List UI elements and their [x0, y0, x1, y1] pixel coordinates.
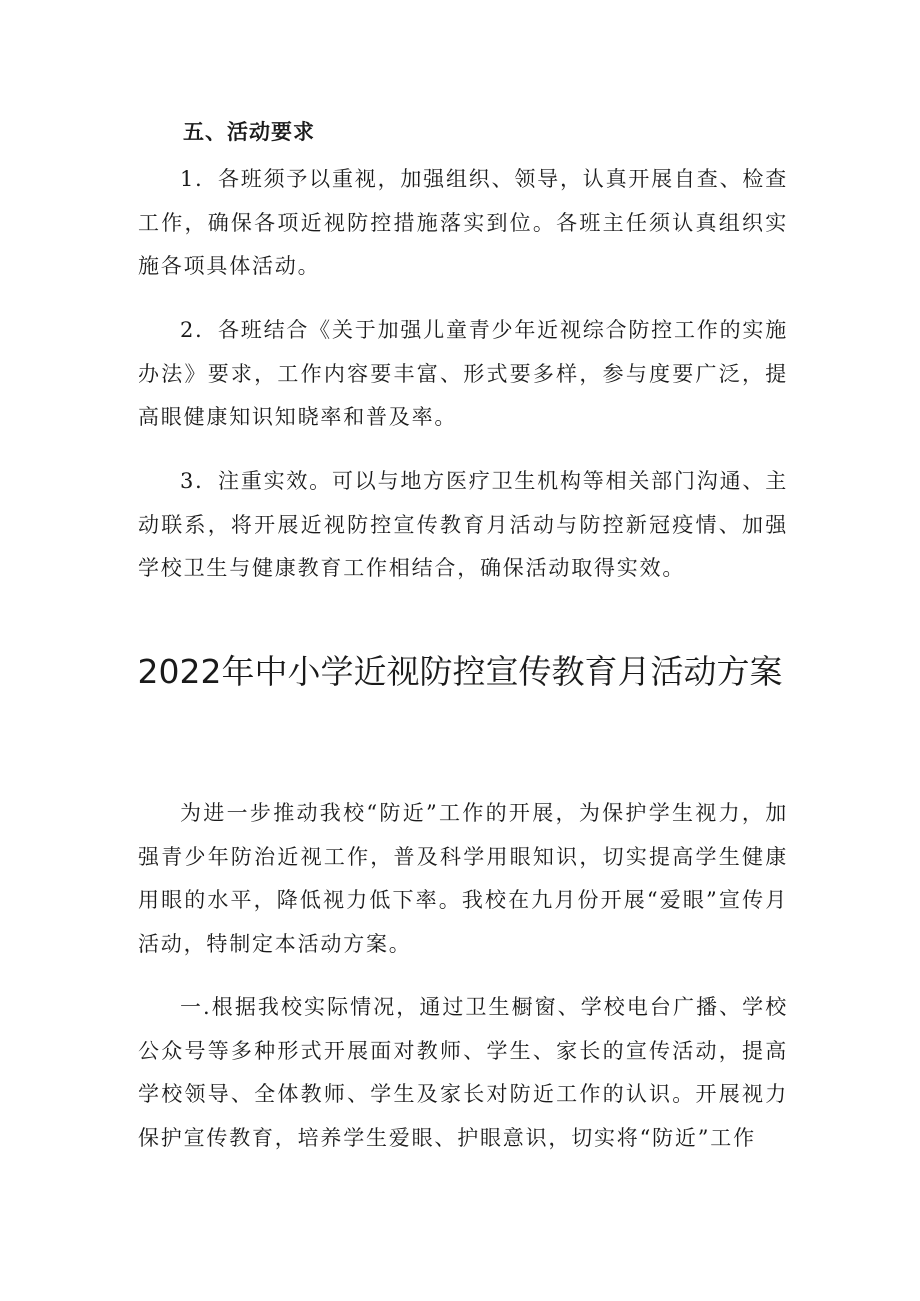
document-title: 2022年中小学近视防控宣传教育月活动方案 [137, 652, 783, 691]
requirement-item-2: 2．各班结合《关于加强儿童青少年近视综合防控工作的实施办法》要求，工作内容要丰富、形式要多样，参与度要广泛，提高眼健康知识知晓率和普及率。 [138, 318, 788, 429]
requirement-item-1: 1．各班须予以重视，加强组织、领导，认真开展自查、检查工作，确保各项近视防控措施落实到位。各班主任须认真组织实施各项具体活动。 [138, 167, 788, 278]
plan-item-1: 一.根据我校实际情况，通过卫生橱窗、学校电台广播、学校公众号等多种形式开展面对教师、学生、家长的宣传活动，提高学校领导、全体教师、学生及家长对防近工作的认识。开展视力保护宣传教育，培养学生爱眼、护眼意识，切实将“防近”工作 [138, 995, 788, 1150]
requirement-item-3: 3．注重实效。可以与地方医疗卫生机构等相关部门沟通、主动联系，将开展近视防控宣传教育月活动与防控新冠疫情、加强学校卫生与健康教育工作相结合，确保活动取得实效。 [138, 469, 788, 580]
intro-paragraph: 为进一步推动我校“防近”工作的开展，为保护学生视力，加强青少年防治近视工作，普及科学用眼知识，切实提高学生健康用眼的水平，降低视力低下率。我校在九月份开展“爱眼”宣传月活动，特制定本活动方案。 [138, 801, 788, 956]
section-heading: 五、活动要求 [183, 120, 315, 144]
